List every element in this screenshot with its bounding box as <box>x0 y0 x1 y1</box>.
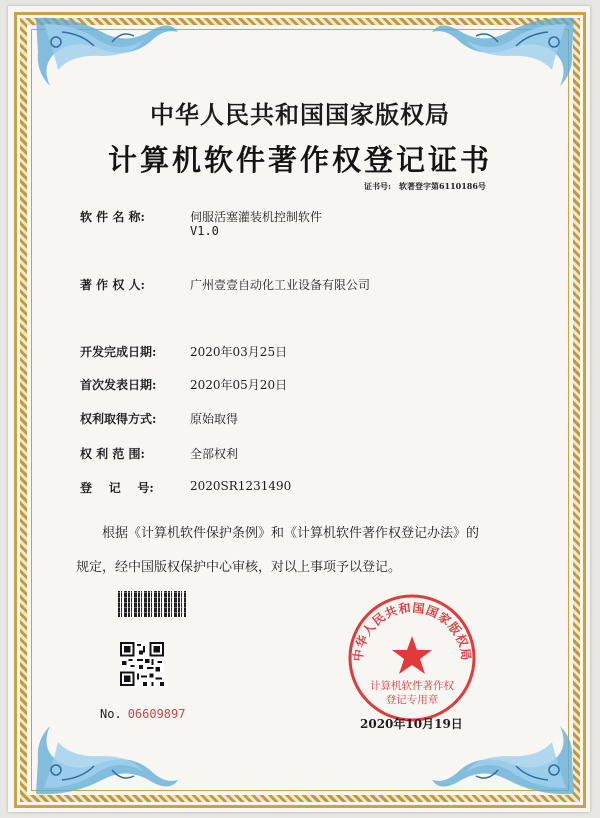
completion-date-label: 开发完成日期: <box>80 345 157 359</box>
issuing-authority: 中华人民共和国国家版权局 <box>150 101 450 129</box>
certificate-number-label: 证书号: <box>364 181 391 191</box>
rights-scope-label: 权 利 范 围: <box>80 447 145 461</box>
rights-scope-value: 全部权利 <box>190 447 239 461</box>
completion-date-value: 2020年03月25日 <box>190 345 288 359</box>
certificate-title: 计算机软件著作权登记证书 <box>107 143 492 177</box>
acquisition-method-value: 原始取得 <box>190 412 239 426</box>
corner-ornament-bottom-left <box>32 710 182 800</box>
certificate-number-value: 软著登字第6110186号 <box>398 181 486 191</box>
first-publish-date-value: 2020年05月20日 <box>190 378 288 392</box>
seal-center-line-1: 计算机软件著作权 <box>370 680 454 692</box>
registration-no-value: 2020SR1231490 <box>190 479 292 493</box>
first-publish-date-label: 首次发表日期: <box>80 378 157 392</box>
seal-ring-text: 中华人民共和国国家版权局 <box>350 600 474 663</box>
barcode <box>118 591 186 617</box>
official-seal <box>346 592 478 724</box>
statement-line-2: 规定，经中国版权保护中心审核，对以上事项予以登记。 <box>76 560 402 575</box>
seal-star-icon <box>392 636 432 674</box>
software-name-value: 伺服活塞灌装机控制软件 <box>190 210 323 224</box>
copyright-owner-value: 广州壹壹自动化工业设备有限公司 <box>190 278 371 292</box>
qr-code <box>120 642 164 686</box>
copyright-owner-label: 著 作 权 人: <box>80 278 145 292</box>
seal-date: 2020年10月19日 <box>360 717 463 731</box>
serial-number-value: 06609897 <box>127 707 186 721</box>
seal-center-line-2: 登记专用章 <box>385 694 439 706</box>
corner-ornament-top-left <box>32 12 182 102</box>
serial-prefix: No. <box>100 707 122 721</box>
software-version-value: V1.0 <box>190 224 219 238</box>
software-name-label: 软 件 名 称: <box>80 210 145 224</box>
statement-line-1: 根据《计算机软件保护条例》和《计算机软件著作权登记办法》的 <box>102 526 480 541</box>
acquisition-method-label: 权利取得方式: <box>80 412 157 426</box>
registration-no-label: 登 记 号: <box>80 481 154 495</box>
certificate-number <box>364 181 486 192</box>
corner-ornament-top-right <box>428 12 578 102</box>
serial-number <box>100 707 185 721</box>
